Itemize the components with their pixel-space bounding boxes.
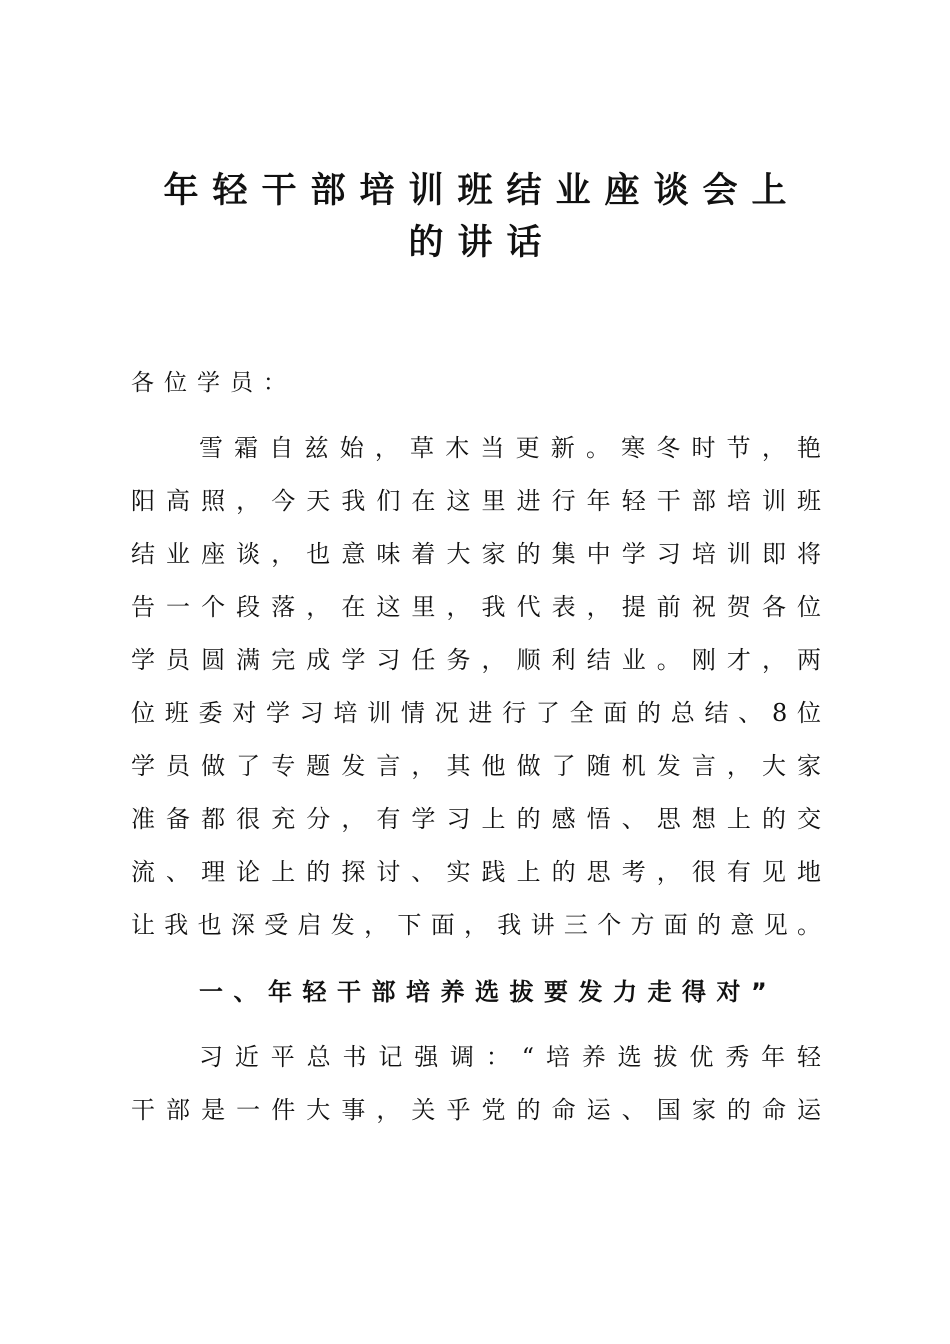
paragraph-1-line: 结业座谈，也意味着大家的集中学习培训即将 (131, 540, 821, 568)
paragraph-2-line: 干部是一件大事，关乎党的命运、国家的命运 (131, 1096, 821, 1124)
paragraph-1-line: 学员做了专题发言，其他做了随机发言，大家 (131, 752, 821, 780)
paragraph-1-line: 学员圆满完成学习任务，顺利结业。刚才，两 (131, 646, 821, 674)
salutation: 各位学员： (131, 370, 296, 396)
paragraph-1-line: 雪霜自兹始，草木当更新。寒冬时节，艳 (199, 434, 821, 462)
paragraph-1-line: 位班委对学习培训情况进行了全面的总结、8位 (131, 699, 821, 727)
paragraph-1-line: 准备都很充分，有学习上的感悟、思想上的交 (131, 805, 821, 833)
paragraph-1-line: 告一个段落，在这里，我代表，提前祝贺各位 (131, 593, 821, 621)
paragraph-1-line: 让我也深受启发，下面，我讲三个方面的意见。 (131, 911, 821, 939)
paragraph-1-line: 阳高照，今天我们在这里进行年轻干部培训班 (131, 487, 821, 515)
section-1-heading: 一、年轻干部培养选拔要发力走得对” (199, 978, 778, 1006)
paragraph-2-line: 习近平总书记强调：“培养选拔优秀年轻 (199, 1043, 821, 1071)
document-title-line-1: 年轻干部培训班结业座谈会上 (163, 171, 801, 211)
document-title-line-2: 的讲话 (408, 223, 556, 263)
paragraph-1-line: 流、理论上的探讨、实践上的思考，很有见地 (131, 858, 821, 886)
